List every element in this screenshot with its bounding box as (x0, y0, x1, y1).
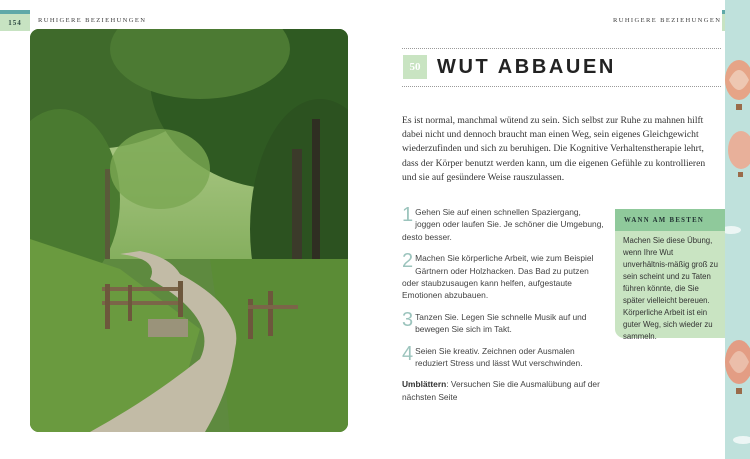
article-title: WUT ABBAUEN (437, 56, 616, 78)
tip-text: : Versuchen Sie die Ausmalübung auf der nächsten Seite (402, 379, 600, 402)
step-number: 3 (402, 308, 414, 331)
running-title-right: RUHIGERE BEZIEHUNGEN (613, 17, 722, 24)
balloon-icon (728, 131, 750, 177)
step-item (402, 342, 607, 370)
title-bottom-rule (402, 86, 721, 87)
running-title-left: RUHIGERE BEZIEHUNGEN (38, 17, 147, 24)
balloon-icon (725, 340, 750, 394)
step-number: 1 (402, 204, 414, 226)
balloon-icon (725, 60, 750, 110)
step-number: 4 (402, 342, 414, 365)
title-top-rule (402, 48, 721, 49)
step-text: Machen Sie körperliche Arbeit, wie zum Beispiel Gärtnern oder Holzhacken. Das Bad zu putzen oder staubzusaugen kann helfen, aufgestaute Emotionen abzubauen. (402, 253, 594, 301)
when-best-box (615, 209, 725, 341)
step-text: Gehen Sie auf einen schnellen Spaziergang, joggen oder laufen Sie. Je schöner die Umgebung, desto besser. (402, 207, 604, 242)
step-item (402, 308, 607, 336)
box-heading: WANN AM BESTEN (615, 209, 725, 231)
intro-paragraph: Es ist normal, manchmal wütend zu sein. Sich selbst zur Ruhe zu mahnen hilft dabei nicht und dennoch braucht man einen Weg, sein eigenes Gleichgewicht wiederzufinden und sich zu beruhigen. Die Kognitive Verhaltenstherapie lehrt, dass der Körper benutzt werden kann, um die eigenen Gefühle zu kontrollieren und sie auf gesündere Weise rauszulassen. (402, 115, 706, 183)
step-text: Tanzen Sie. Legen Sie schnelle Musik auf und bewegen Sie sich im Takt. (415, 311, 587, 335)
article-number-badge: 50 (403, 55, 427, 79)
step-number: 2 (402, 250, 414, 273)
steps-list (402, 206, 607, 403)
box-text: Machen Sie diese Übung, wenn Ihre Wut unverhältnis-mäßig groß zu sein scheint und zu Taten führen könnte, die Sie später vielleicht bereuen. Körperliche Arbeit ist ein guter Weg, sich wieder zu sammeln. (623, 236, 718, 341)
page-turn-tip (402, 378, 607, 403)
hot-air-balloon-strip (725, 0, 750, 459)
step-item (402, 206, 607, 243)
tip-label: Umblättern (402, 379, 447, 390)
step-text: Seien Sie kreativ. Zeichnen oder Ausmalen reduziert Stress und lässt Wut verschwinden. (415, 345, 583, 369)
forest-path-photo (30, 29, 348, 432)
page-number-left: 154 (0, 10, 30, 31)
step-item (402, 252, 607, 302)
